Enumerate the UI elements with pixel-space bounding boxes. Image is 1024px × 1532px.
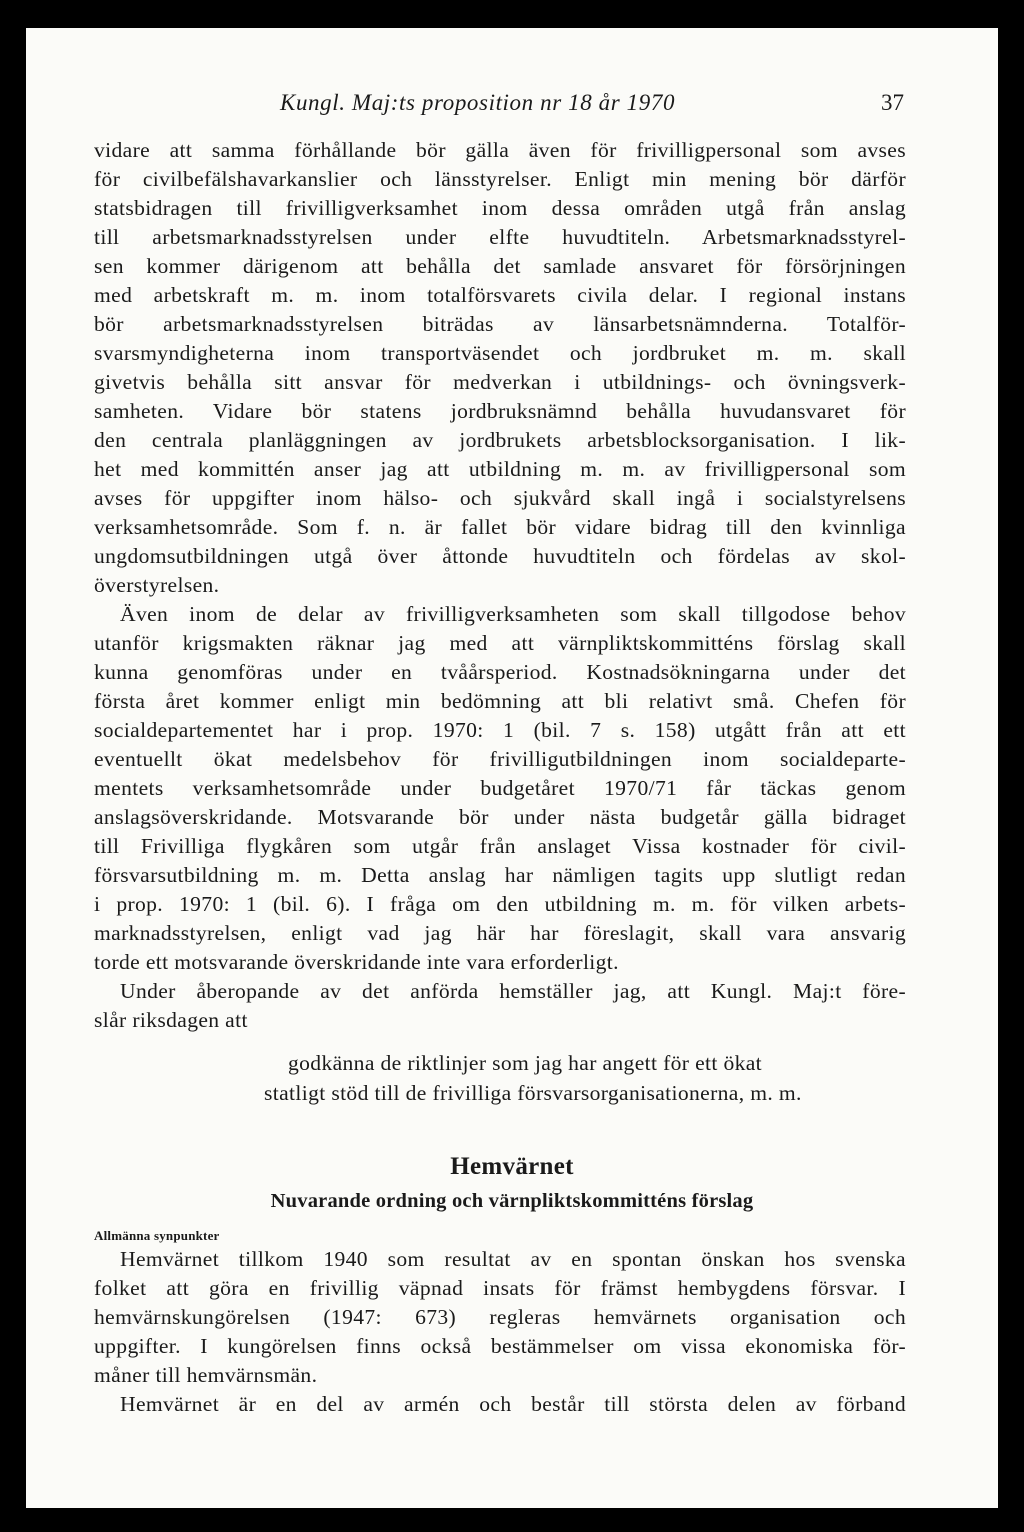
text-line: mentets verksamhetsområde under budgetåret 1970/71 får täckas genom bbox=[94, 776, 906, 800]
text-line: Även inom de delar av frivilligverksamheten som skall tillgodose behov bbox=[120, 602, 906, 626]
page-header bbox=[26, 88, 998, 124]
paragraph bbox=[94, 977, 906, 1035]
section-subtitle: Nuvarande ordning och värnpliktskommitténs förslag bbox=[270, 1190, 754, 1212]
running-title: Kungl. Maj:ts proposition nr 18 år 1970 bbox=[280, 90, 676, 115]
text-line: het med kommittén anser jag att utbildning m. m. av frivilligpersonal som bbox=[94, 457, 906, 481]
text-line: avses för uppgifter inom hälso- och sjukvård skall ingå i socialstyrelsens bbox=[94, 486, 906, 510]
text-line: eventuellt ökat medelsbehov för frivilligutbildningen inom socialdeparte- bbox=[94, 747, 906, 771]
body-text bbox=[94, 136, 906, 1035]
text-line: verksamhetsområde. Som f. n. är fallet bör vidare bidrag till den kvinnliga bbox=[94, 515, 906, 539]
text-line: hemvärnskungörelsen (1947: 673) regleras hemvärnets organisation och bbox=[94, 1305, 906, 1329]
text-line: överstyrelsen. bbox=[94, 573, 220, 597]
margin-label: Allmänna synpunkter bbox=[94, 1228, 220, 1243]
text-line: Hemvärnet tillkom 1940 som resultat av en spontan önskan hos svenska bbox=[120, 1247, 906, 1271]
text-line: till Frivilliga flygkåren som utgår från anslaget Vissa kostnader för civil- bbox=[94, 834, 906, 858]
text-line: marknadsstyrelsen, enligt vad jag här har föreslagit, skall vara ansvarig bbox=[94, 921, 906, 945]
paragraph bbox=[94, 600, 906, 977]
text-line: Hemvärnet är en del av armén och består till största delen av förband bbox=[120, 1392, 906, 1416]
text-line: ungdomsutbildningen utgå över åttonde huvudtiteln och fördelas av skol- bbox=[94, 544, 906, 568]
text-line: samheten. Vidare bör statens jordbruksnämnd behålla huvudansvaret för bbox=[94, 399, 906, 423]
text-line: den centrala planläggningen av jordbrukets arbetsblocksorganisation. I lik- bbox=[94, 428, 906, 452]
text-line: givetvis behålla sitt ansvar för medverkan i utbildnings- och övningsverk- bbox=[94, 370, 906, 394]
text-line: vidare att samma förhållande bör gälla även för frivilligpersonal som avses bbox=[94, 138, 906, 162]
proposal-clause bbox=[264, 1048, 904, 1108]
page-number: 37 bbox=[881, 90, 904, 115]
section-body bbox=[94, 1245, 906, 1419]
text-line: till arbetsmarknadsstyrelsen under elfte huvudtiteln. Arbetsmarknadsstyrel- bbox=[94, 225, 906, 249]
text-line: måner till hemvärnsmän. bbox=[94, 1363, 318, 1387]
document-page bbox=[26, 28, 998, 1508]
text-line: utanför krigsmakten räknar jag med att värnpliktskommitténs förslag skall bbox=[94, 631, 906, 655]
text-line: slår riksdagen att bbox=[94, 1008, 248, 1032]
text-line: bör arbetsmarknadsstyrelsen biträdas av länsarbetsnämnderna. Totalför- bbox=[94, 312, 906, 336]
text-line: socialdepartementet har i prop. 1970: 1 (bil. 7 s. 158) utgått från att ett bbox=[94, 718, 906, 742]
section-title: Hemvärnet bbox=[450, 1153, 574, 1180]
text-line: kunna genomföras under en tvåårsperiod. Kostnadsökningarna under det bbox=[94, 660, 906, 684]
paragraph bbox=[94, 136, 906, 600]
text-line: Under åberopande av det anförda hemställer jag, att Kungl. Maj:t före- bbox=[120, 979, 906, 1003]
paragraph bbox=[94, 1245, 906, 1390]
text-line: statligt stöd till de frivilliga försvarsorganisationerna, m. m. bbox=[264, 1081, 802, 1105]
text-line: svarsmyndigheterna inom transportväsendet och jordbruket m. m. skall bbox=[94, 341, 906, 365]
text-line: godkänna de riktlinjer som jag har angett för ett ökat bbox=[288, 1051, 763, 1075]
text-line: uppgifter. I kungörelsen finns också bestämmelser om vissa ekonomiska för- bbox=[94, 1334, 906, 1358]
text-line: anslagsöverskridande. Motsvarande bör under nästa budgetår gälla bidraget bbox=[94, 805, 906, 829]
text-line: med arbetskraft m. m. inom totalförsvarets civila delar. I regional instans bbox=[94, 283, 906, 307]
text-line: första året kommer enligt min bedömning att bli relativt små. Chefen för bbox=[94, 689, 906, 713]
paragraph bbox=[94, 1390, 906, 1419]
text-line: för civilbefälshavarkanslier och länsstyrelser. Enligt min mening bör därför bbox=[94, 167, 906, 191]
text-line: i prop. 1970: 1 (bil. 6). I fråga om den utbildning m. m. för vilken arbets- bbox=[94, 892, 906, 916]
text-line: försvarsutbildning m. m. Detta anslag har nämligen tagits upp slutligt redan bbox=[94, 863, 906, 887]
text-line: torde ett motsvarande överskridande inte vara erforderligt. bbox=[94, 950, 619, 974]
text-line: statsbidragen till frivilligverksamhet inom dessa områden utgå från anslag bbox=[94, 196, 906, 220]
text-line: sen kommer därigenom att behålla det samlade ansvaret för försörjningen bbox=[94, 254, 906, 278]
text-line: folket att göra en frivillig väpnad insats för främst hembygdens försvar. I bbox=[94, 1276, 906, 1300]
